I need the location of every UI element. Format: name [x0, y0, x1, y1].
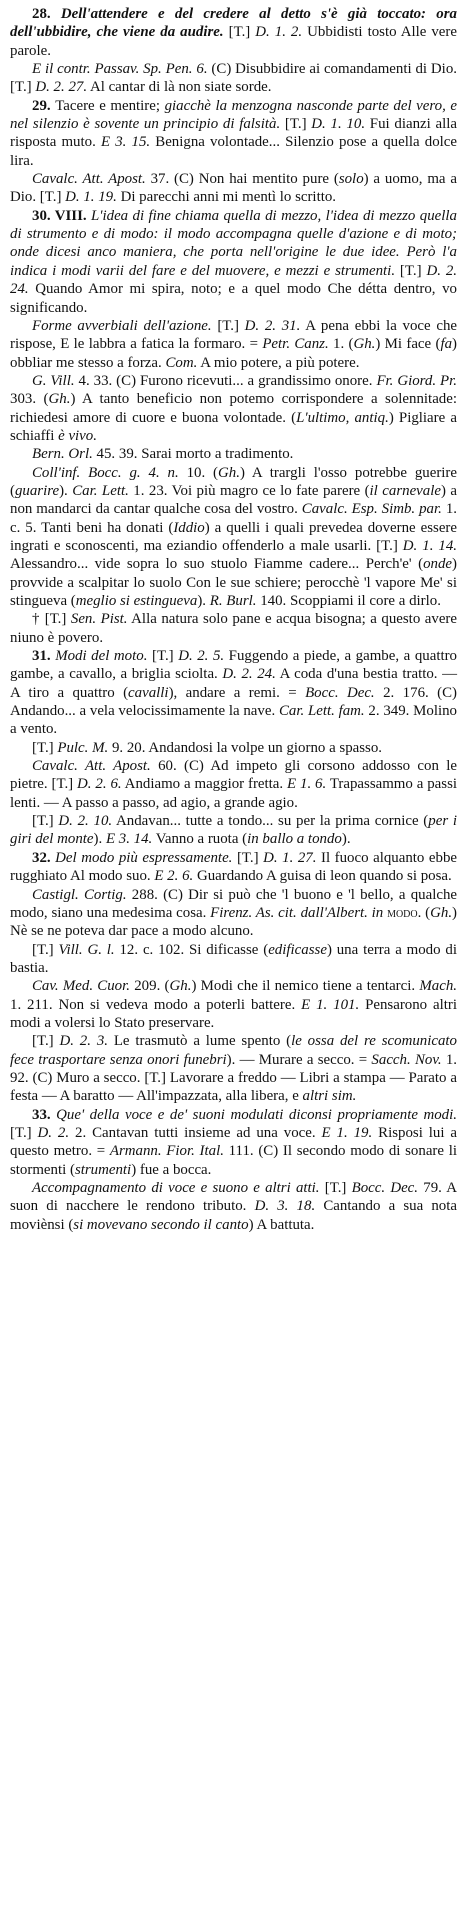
text-run: onde: [423, 556, 453, 573]
text-run: Cantando a sua nota moviènsi (: [10, 1198, 457, 1233]
text-run: 1. 23. Voi più magro ce lo fate parere (: [128, 482, 370, 499]
text-run: G. Vill.: [32, 372, 75, 389]
text-run: D. 3. 18.: [254, 1198, 316, 1215]
text-run: R. Burl.: [209, 593, 257, 609]
text-run: Di parecchi anni mi mentì lo scritto.: [116, 189, 337, 206]
text-run: E 1. 101.: [301, 996, 360, 1013]
text-run: 2. 349. Molino a vento.: [10, 703, 457, 738]
text-run: D. 2.: [37, 1124, 70, 1141]
text-run: Gh.: [169, 978, 192, 995]
text-run: ) a quelli i quali prevedea doverne essere ingrati e sconoscenti, ma eziandio offenderlo a male usarli. [T.]: [10, 519, 457, 554]
text-run: Coll'inf. Bocc. g. 4. n.: [32, 464, 179, 481]
text-run: D. 1. 14.: [402, 537, 458, 554]
text-run: D. 2. 31.: [244, 317, 301, 334]
text-run: Bocc. Dec.: [305, 684, 375, 701]
section-number: 31.: [32, 648, 56, 665]
text-run: ) Modi che il nemico tiene a tentarci.: [191, 978, 420, 995]
text-run: altri sim.: [302, 1088, 357, 1105]
text-run: Alla natura solo pane e acqua bisogna; a questo avere niuno è povero.: [10, 611, 457, 646]
text-run: ) fue a bocca.: [131, 1161, 212, 1178]
dictionary-paragraph: [10, 610, 457, 647]
text-run: Cav. Med. Cuor.: [32, 978, 130, 995]
dictionary-paragraph: [10, 1106, 457, 1179]
text-run: D. 2. 24.: [10, 262, 457, 298]
text-run: D. 1. 2.: [255, 24, 303, 41]
text-run: Gh.: [430, 904, 453, 921]
text-run: A coda d'una bestia tratto. — A tiro a quattro (: [10, 666, 458, 701]
text-run: Ubbidisti tosto Alle vere parole.: [10, 24, 457, 59]
text-run: . (: [417, 904, 431, 921]
text-run: E il contr. Passav. Sp. Pen. 6.: [32, 61, 208, 78]
dictionary-paragraph: [10, 849, 457, 886]
text-run: Car. Lett. fam.: [278, 703, 365, 720]
text-run: D. 2. 27.: [35, 79, 88, 96]
dictionary-paragraph: [10, 445, 457, 463]
text-run: ), andare a remi. =: [168, 684, 306, 701]
text-run: Gh.: [353, 336, 376, 353]
text-run: Alessandro... vide sopra lo suo stuolo Fiamme cadere... Perch'e' (: [10, 556, 424, 573]
text-run: Accompagnamento di voce e suono e altri atti.: [32, 1180, 320, 1196]
text-run: [T.]: [32, 1033, 60, 1050]
text-run: Al cantar di là non siate sorde.: [87, 79, 272, 96]
text-run: 79. A suon di nacchere le rendono tributo.: [10, 1180, 458, 1215]
text-run: Tacere e mentire;: [55, 97, 165, 114]
text-run: Fui dianzi alla risposta muto.: [10, 116, 458, 151]
text-run: Bern. Orl.: [32, 446, 93, 463]
dictionary-paragraph: [10, 464, 457, 611]
text-run: Fr. Giord. Pr.: [376, 372, 458, 389]
text-run: edificasse: [268, 941, 327, 958]
text-run: ) obbliar me stesso a forza.: [10, 336, 457, 371]
text-run: [T.]: [223, 24, 256, 41]
text-run: 2. 176. (C) Andando... a vela velocissimamente la nave.: [10, 684, 458, 720]
text-run: Car. Lett.: [72, 482, 129, 499]
text-run: D. 2. 10.: [58, 813, 113, 830]
text-run: 303. (: [10, 391, 49, 408]
text-run: Castigl. Cortig.: [32, 886, 127, 903]
text-run: strumenti: [74, 1161, 132, 1178]
text-run: Pensarono altri modi a volersi lo Stato preservare.: [10, 996, 457, 1031]
text-run: † [T.]: [32, 611, 71, 628]
text-run: ).: [197, 593, 210, 609]
text-run: (C) Disubbidire ai comandamenti di Dio. [T.]: [10, 61, 457, 96]
text-run: [T.]: [32, 813, 59, 830]
text-run: A pena ebbi la voce che rispose, E le labbra a fatica la formaro. =: [10, 317, 457, 353]
text-run: per i giri del monte: [10, 813, 457, 848]
text-run: ). — Murare a secco. =: [226, 1051, 372, 1068]
text-run: 60. (C) Ad impeto gli corsono addosso con le pietre. [T.]: [10, 758, 458, 793]
dictionary-paragraph: [10, 1032, 457, 1105]
text-run: [T.]: [280, 116, 312, 133]
text-run: Sacch. Nov.: [371, 1051, 442, 1068]
text-run: Cavalc. Att. Apost.: [32, 758, 151, 775]
dictionary-paragraph: [10, 207, 457, 317]
section-number: 29.: [32, 97, 56, 114]
text-run: Vanno a ruota (: [152, 831, 248, 848]
text-run: Il fuoco alquanto ebbe rugghiato Al modo suo.: [10, 849, 458, 885]
text-run: [T.]: [319, 1180, 352, 1196]
dictionary-paragraph: [10, 97, 457, 170]
text-run: solo: [338, 171, 364, 188]
text-run: Andiamo a maggior fretta.: [121, 776, 288, 793]
text-run: Quando Amor mi spira, noto; e a quel modo Che détta dentro, vo significando.: [10, 281, 457, 316]
text-run: [T.]: [232, 849, 264, 866]
text-run: Andavan... tutte a tondo... su per la prima cornice (: [112, 813, 429, 830]
dictionary-paragraph: [10, 941, 457, 978]
text-run: 9. 20. Andandosi la volpe un giorno a spasso.: [108, 739, 383, 756]
text-run: 1. c. 5. Tanti beni ha donati (: [10, 501, 458, 536]
text-run: Mach.: [419, 978, 458, 995]
section-number: 30. VIII.: [32, 207, 92, 224]
text-run: 111. (C) Il secondo modo di sonare li stormenti (: [10, 1143, 457, 1178]
text-run: ) A tanto beneficio non potemo corrispondere a solennitade: richiedesi amore di cuore e buona volontade. (: [10, 391, 457, 426]
text-run: Armann. Fior. Ital.: [109, 1143, 224, 1160]
text-run: modo: [387, 904, 418, 921]
text-run: 209. (: [129, 978, 170, 995]
text-run: ).: [59, 482, 73, 499]
text-run: D. 1. 19.: [65, 189, 117, 206]
dictionary-paragraph: [10, 977, 457, 1032]
text-run: 1. (: [328, 336, 354, 353]
text-run: D. 2. 3.: [59, 1033, 108, 1050]
text-run: Petr. Canz.: [262, 336, 329, 353]
text-run: 140. Scoppiami il core a dirlo.: [256, 593, 441, 609]
text-run: Modi del moto.: [55, 648, 148, 665]
dictionary-paragraph: [10, 647, 457, 739]
text-run: Cavalc. Att. Apost.: [32, 171, 146, 188]
dictionary-paragraph: [10, 372, 457, 445]
text-run: Del modo più espressamente.: [55, 849, 233, 866]
text-run: 37. (C) Non hai mentito pure (: [145, 171, 339, 188]
text-run: Com.: [165, 354, 198, 371]
text-run: Gh.: [48, 391, 71, 408]
text-run: Forme avverbiali dell'azione.: [32, 317, 212, 334]
dictionary-paragraph: [10, 1179, 457, 1234]
text-run: [T.]: [395, 262, 427, 279]
text-run: Bocc. Dec.: [351, 1180, 419, 1196]
text-run: fa: [440, 336, 453, 353]
text-run: si movevano secondo il canto: [73, 1216, 249, 1233]
text-run: Que' della voce e de' suoni modulati diconsi propriamente modi.: [56, 1106, 457, 1123]
dictionary-paragraph: [10, 317, 457, 372]
text-run: meglio si estingueva: [75, 593, 198, 609]
text-run: E 3. 14.: [105, 831, 153, 848]
text-run: ) Mi face (: [375, 336, 441, 353]
dictionary-paragraph: [10, 60, 457, 97]
text-run: giacchè la menzogna nasconde parte del vero, e nel silenzio è sovente un principio di falsità.: [10, 97, 457, 133]
section-number: 32.: [32, 849, 56, 866]
text-run: E 3. 15.: [100, 134, 151, 151]
dictionary-paragraph: [10, 739, 457, 757]
text-run: il carnevale: [369, 482, 441, 499]
text-run: [T.]: [147, 648, 179, 665]
section-number: 28.: [32, 6, 61, 22]
dictionary-paragraph: [10, 812, 457, 849]
text-run: Pulc. M.: [57, 739, 109, 756]
text-run: D. 2. 6.: [77, 776, 122, 793]
text-run: 1. 92. (C) Muro a secco. [T.] Lavorare a freddo — Libri a stampa — Parato a festa — A baratto — All'impazzata, alla libera, e: [10, 1051, 457, 1105]
text-run: ) Nè se ne poteva dar pace a modo alcuno.: [10, 904, 458, 940]
text-run: in ballo a tondo: [247, 831, 342, 848]
text-run: Gh.: [218, 464, 240, 481]
text-run: 45. 39. Sarai morto a tradimento.: [92, 446, 294, 463]
text-run: Dell'attendere e del credere al detto s'è già toccato: ora dell'ubbidire, che viene da audire.: [10, 6, 457, 41]
text-run: ) una terra a modo di bastia.: [10, 941, 458, 976]
section-number: 33.: [32, 1106, 57, 1123]
text-run: Vill. G. l.: [58, 941, 115, 958]
text-run: E 1. 6.: [287, 776, 327, 793]
text-run: 10. (: [178, 464, 219, 481]
text-run: Fuggendo a piede, a gambe, a quattro gambe, a cavallo, a briglia sciolta.: [10, 648, 457, 683]
text-run: E 1. 19.: [321, 1124, 373, 1141]
text-run: ) a uomo, ma a Dio. [T.]: [10, 171, 457, 206]
text-run: Benigna volontade... Silenzio pose a quella dolce lira.: [10, 134, 457, 169]
text-run: cavalli: [128, 684, 169, 701]
text-run: Cavalc. Esp. Simb. par.: [301, 501, 442, 518]
text-run: E 2. 6.: [154, 868, 194, 885]
text-run: 288. (C) Dir si può che 'l buono e 'l bello, a qualche modo, siano una medesima cosa.: [10, 886, 458, 921]
text-run: A mio potere, a più potere.: [197, 354, 360, 371]
dictionary-paragraph: [10, 757, 457, 812]
text-run: D. 2. 24.: [222, 666, 276, 683]
text-run: ) a non mandarci da cantar qualche cosa del vostro.: [10, 482, 457, 518]
text-run: ) A trargli l'osso potrebbe guerire (: [10, 464, 457, 499]
text-run: ).: [341, 831, 351, 848]
text-run: guarire: [14, 482, 60, 499]
text-run: D. 2. 5.: [178, 648, 225, 665]
text-run: [T.]: [32, 941, 59, 958]
text-run: 2. Cantavan tutti insieme ad una voce.: [69, 1124, 322, 1141]
text-run: Iddio: [173, 519, 205, 536]
text-run: D. 1. 27.: [263, 849, 317, 866]
text-run: Sen. Pist.: [70, 611, 128, 628]
text-run: ).: [93, 831, 106, 848]
text-run: Le trasmutò a lume spento (: [107, 1033, 292, 1050]
text-run: 4. 33. (C) Furono ricevuti... a grandissimo onore.: [74, 372, 377, 389]
text-run: [T.]: [10, 1124, 38, 1141]
text-run: ) A battuta.: [248, 1216, 315, 1233]
text-run: Trapassammo a passi lenti. — A passo a passo, ad agio, a grande agio.: [10, 776, 457, 811]
text-run: Risposi lui a questo metro. =: [10, 1124, 457, 1160]
text-run: 1. 211. Non si vedeva modo a poterli battere.: [10, 996, 302, 1013]
text-run: ) Pigliare a schiaffi: [10, 409, 457, 444]
text-run: è vivo.: [58, 427, 97, 444]
text-run: L'idea di fine chiama quella di mezzo, l'idea di mezzo quella di strumento e di modo: il modo accompagna quelle d'azione e di moto; onde dicesi anco maniera, che porta nell'origine le due idee. Però l'a indica i modi varii del fare e del muovere, e mezzi e strumenti.: [10, 207, 457, 279]
text-run: [T.]: [211, 317, 245, 334]
text-run: D. 1. 10.: [311, 116, 366, 133]
text-run: L'ultimo, antiq.: [296, 409, 389, 426]
dictionary-paragraph: [10, 170, 457, 207]
dictionary-paragraph: [10, 5, 457, 60]
dictionary-paragraph: [10, 886, 457, 941]
text-run: Guardando A guisa di leon quando si posa.: [193, 868, 452, 885]
text-run: le ossa del re scomunicato fece trasportare senza onori funebri: [10, 1033, 457, 1068]
text-run: ) provvide a scalpitar lo suolo Con le sue schiere; perocchè 'l vapore Me' si stingueva (: [10, 556, 457, 609]
text-run: Firenz. As. cit. dall'Albert. in: [210, 904, 384, 921]
text-run: [T.]: [32, 739, 58, 756]
text-run: 12. c. 102. Si dificasse (: [114, 941, 269, 958]
